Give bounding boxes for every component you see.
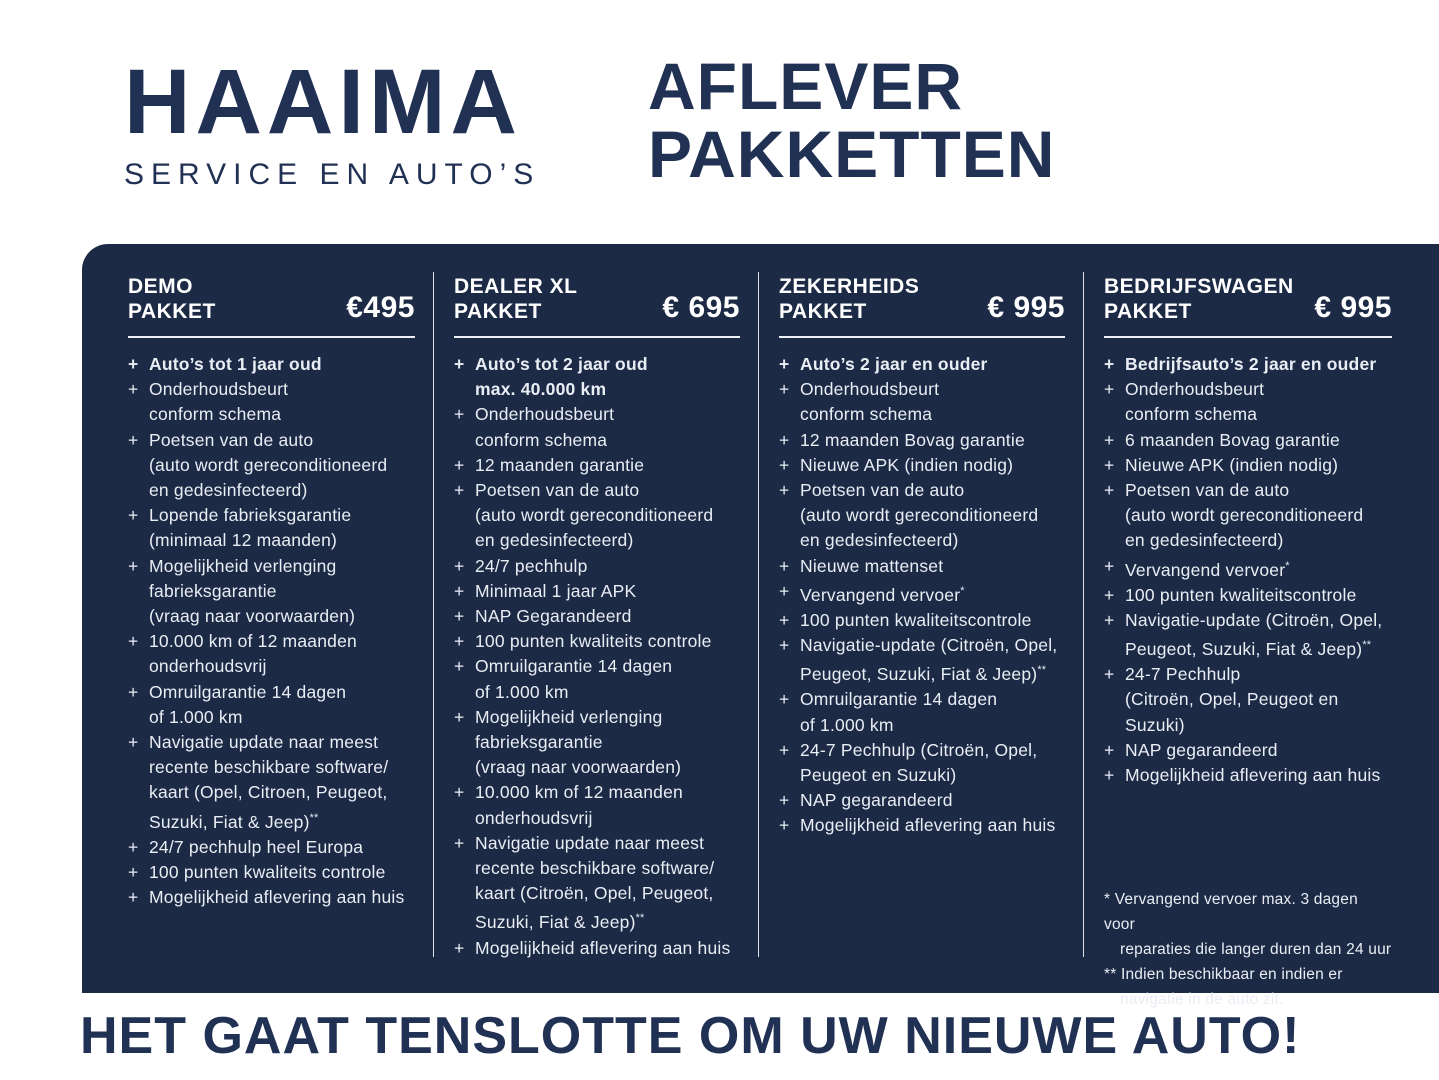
package-item-text: Mogelijkheid aflevering aan huis: [475, 937, 731, 958]
package-item-text: Navigatie update naar meest recente beschikbare software/ kaart (Citroën, Opel, Peugeot, Suzuki, Fiat & Jeep)**: [475, 832, 715, 933]
package-card: [1083, 272, 1439, 1009]
package-item: [454, 604, 740, 629]
logo-name: HAAIMA: [124, 51, 522, 153]
plus-icon: +: [454, 631, 465, 652]
package-item-text: Onderhoudsbeurt conform schema: [800, 379, 940, 425]
page-title: [648, 49, 1056, 191]
plus-icon: +: [779, 480, 790, 501]
package-item: [128, 730, 415, 835]
plus-icon: +: [454, 606, 465, 627]
package-item: [454, 831, 740, 936]
package-item: [454, 936, 740, 961]
plus-icon: +: [454, 580, 465, 601]
plus-icon: +: [128, 429, 139, 450]
plus-icon: +: [779, 429, 790, 450]
package-item: [779, 813, 1065, 838]
package-item: [454, 554, 740, 579]
package-item-text: NAP gegarandeerd: [1125, 739, 1278, 760]
package-item-text: Onderhoudsbeurt conform schema: [149, 379, 289, 425]
package-item: [454, 705, 740, 781]
package-name: ZEKERHEIDS PAKKET: [779, 275, 920, 323]
logo-tagline: SERVICE EN AUTO’S: [124, 158, 541, 191]
package-name: BEDRIJFSWAGEN PAKKET: [1104, 275, 1294, 323]
package-card: [433, 272, 758, 957]
plus-icon: +: [779, 739, 790, 760]
package-item: [128, 554, 415, 630]
footnote-line: reparaties die langer duren dan 24 uur: [1120, 941, 1392, 959]
plus-icon: +: [1104, 454, 1115, 475]
package-item-text: Poetsen van de auto (auto wordt gereconditioneerd en gedesinfecteerd): [1125, 480, 1364, 551]
plus-icon: +: [454, 354, 465, 374]
plus-icon: +: [779, 609, 790, 630]
package-price: € 695: [662, 291, 740, 324]
plus-icon: +: [1104, 764, 1115, 785]
package-header: [454, 274, 740, 324]
plus-icon: +: [779, 454, 790, 475]
plus-icon: +: [1104, 664, 1115, 685]
package-item: [779, 377, 1065, 427]
package-items: [128, 352, 415, 910]
package-item: [454, 579, 740, 604]
package-item-text: Omruilgarantie 14 dagen of 1.000 km: [149, 681, 347, 727]
package-item-text: 12 maanden Bovag garantie: [800, 429, 1025, 450]
plus-icon: +: [1104, 609, 1115, 630]
plus-icon: +: [1104, 379, 1115, 400]
package-item-text: Mogelijkheid aflevering aan huis: [1125, 764, 1381, 785]
package-item-text: Vervangend vervoer*: [1125, 559, 1290, 580]
package-item-text: Navigatie-update (Citroën, Opel, Peugeot, Suzuki, Fiat & Jeep)**: [1125, 609, 1383, 659]
plus-icon: +: [779, 580, 790, 601]
package-item-text: Mogelijkheid verlenging fabrieksgarantie (vraag naar voorwaarden): [475, 706, 682, 778]
package-item-text: Onderhoudsbeurt conform schema: [1125, 379, 1265, 425]
package-item: [1104, 554, 1392, 583]
footnote-line: ** Indien beschikbaar en indien er: [1104, 966, 1343, 984]
header-rule: [1104, 336, 1392, 338]
package-item: [128, 629, 415, 679]
footnote-line: navigatie in de auto zit.: [1120, 991, 1284, 1009]
plus-icon: +: [128, 861, 139, 882]
package-item-text: 12 maanden garantie: [475, 454, 645, 475]
plus-icon: +: [779, 555, 790, 576]
plus-icon: +: [454, 480, 465, 501]
plus-icon: +: [454, 454, 465, 475]
package-item: [1104, 738, 1392, 763]
package-items: [454, 352, 740, 961]
plus-icon: +: [454, 706, 465, 727]
packages-row: [82, 272, 1439, 1009]
plus-icon: +: [128, 555, 139, 576]
package-item: [1104, 428, 1392, 453]
footnotes: [1104, 887, 1392, 1012]
plus-icon: +: [454, 782, 465, 803]
package-item-text: 24/7 pechhulp: [475, 555, 588, 576]
package-price: € 995: [987, 291, 1065, 324]
header-rule: [779, 336, 1065, 338]
plus-icon: +: [128, 681, 139, 702]
package-item-text: Onderhoudsbeurt conform schema: [475, 404, 615, 450]
plus-icon: +: [128, 732, 139, 753]
package-item-text: Mogelijkheid aflevering aan huis: [149, 887, 405, 908]
package-item-text: 24/7 pechhulp heel Europa: [149, 836, 364, 857]
package-item: [454, 780, 740, 830]
package-item-text: 10.000 km of 12 maanden onderhoudsvrij: [149, 631, 357, 677]
package-item: [128, 860, 415, 885]
package-item-text: Mogelijkheid verlenging fabrieksgarantie (vraag naar voorwaarden): [149, 555, 356, 627]
package-item: [454, 478, 740, 554]
package-item-text: Minimaal 1 jaar APK: [475, 580, 637, 601]
package-price: € 995: [1314, 291, 1392, 324]
package-item-text: 100 punten kwaliteitscontrole: [1125, 584, 1357, 605]
package-item-text: 24-7 Pechhulp (Citroën, Opel, Peugeot en Suzuki): [1125, 664, 1339, 735]
plus-icon: +: [779, 790, 790, 811]
package-item: [128, 503, 415, 553]
package-name: DEMO PAKKET: [128, 275, 216, 323]
package-item-text: Navigatie update naar meest recente beschikbare software/ kaart (Opel, Citroen, Peugeot, Suzuki, Fiat & Jeep)**: [149, 732, 389, 832]
plus-icon: +: [454, 555, 465, 576]
package-item: [779, 428, 1065, 453]
plus-icon: +: [779, 354, 790, 374]
package-name: DEALER XL PAKKET: [454, 275, 578, 323]
package-card: [758, 272, 1083, 957]
package-items: [779, 352, 1065, 839]
logo: [124, 51, 541, 192]
package-item-text: Auto’s tot 2 jaar oud max. 40.000 km: [475, 354, 648, 400]
plus-icon: +: [779, 635, 790, 656]
package-item-text: Poetsen van de auto (auto wordt gereconditioneerd en gedesinfecteerd): [149, 429, 388, 501]
plus-icon: +: [1104, 354, 1115, 374]
package-item-text: 24-7 Pechhulp (Citroën, Opel, Peugeot en Suzuki): [800, 739, 1038, 785]
package-item: [1104, 608, 1392, 662]
package-item: [454, 352, 740, 402]
package-item: [1104, 453, 1392, 478]
package-item: [779, 788, 1065, 813]
package-item-text: Auto’s 2 jaar en ouder: [800, 354, 988, 374]
plus-icon: +: [779, 379, 790, 400]
plus-icon: +: [128, 505, 139, 526]
package-item: [454, 629, 740, 654]
package-item-text: NAP Gegarandeerd: [475, 606, 632, 627]
package-item: [779, 608, 1065, 633]
plus-icon: +: [454, 832, 465, 853]
package-item: [1104, 763, 1392, 788]
package-item-text: Auto’s tot 1 jaar oud: [149, 354, 322, 374]
package-item-text: Nieuwe mattenset: [800, 555, 944, 576]
page-title-line2: PAKKETTEN: [648, 117, 1056, 191]
package-item: [128, 680, 415, 730]
package-item: [779, 579, 1065, 608]
plus-icon: +: [128, 379, 139, 400]
plus-icon: +: [454, 937, 465, 958]
package-item: [779, 554, 1065, 579]
package-item-text: 10.000 km of 12 maanden onderhoudsvrij: [475, 782, 683, 828]
plus-icon: +: [1104, 584, 1115, 605]
plus-icon: +: [1104, 739, 1115, 760]
package-item: [779, 453, 1065, 478]
package-item: [779, 633, 1065, 687]
package-item-text: 100 punten kwaliteits controle: [149, 861, 386, 882]
header-rule: [128, 336, 415, 338]
header-rule: [454, 336, 740, 338]
plus-icon: +: [1104, 555, 1115, 576]
plus-icon: +: [779, 689, 790, 710]
package-item-text: Poetsen van de auto (auto wordt gereconditioneerd en gedesinfecteerd): [475, 480, 714, 551]
package-card: [82, 272, 433, 957]
package-item: [1104, 583, 1392, 608]
package-item: [454, 453, 740, 478]
package-item-text: Vervangend vervoer*: [800, 584, 965, 605]
package-item: [1104, 662, 1392, 738]
package-item: [128, 428, 415, 504]
package-item-text: Nieuwe APK (indien nodig): [1125, 454, 1339, 475]
package-item: [779, 478, 1065, 554]
package-item-text: Poetsen van de auto (auto wordt gereconditioneerd en gedesinfecteerd): [800, 480, 1039, 551]
footnote-line: * Vervangend vervoer max. 3 dagen voor: [1104, 891, 1358, 934]
package-item-text: 100 punten kwaliteitscontrole: [800, 609, 1032, 630]
package-items: [1104, 352, 1392, 788]
package-item-text: Navigatie-update (Citroën, Opel, Peugeot, Suzuki, Fiat & Jeep)**: [800, 635, 1058, 685]
package-item-text: 100 punten kwaliteits controle: [475, 631, 712, 652]
package-item-text: Mogelijkheid aflevering aan huis: [800, 815, 1056, 836]
package-header: [779, 274, 1065, 324]
package-item-text: NAP gegarandeerd: [800, 790, 953, 811]
plus-icon: +: [1104, 429, 1115, 450]
package-item: [1104, 478, 1392, 554]
package-item-text: Lopende fabrieksgarantie (minimaal 12 maanden): [149, 505, 352, 551]
package-item: [779, 738, 1065, 788]
page-title-line1: AFLEVER: [648, 49, 964, 123]
package-header: [1104, 274, 1392, 324]
package-item: [1104, 377, 1392, 427]
package-item: [128, 352, 415, 377]
package-item: [128, 377, 415, 427]
package-item: [779, 687, 1065, 737]
plus-icon: +: [779, 815, 790, 836]
plus-icon: +: [128, 836, 139, 857]
package-item-text: Omruilgarantie 14 dagen of 1.000 km: [800, 689, 998, 735]
packages-panel: [82, 244, 1439, 1009]
package-item-text: 6 maanden Bovag garantie: [1125, 429, 1340, 450]
plus-icon: +: [454, 656, 465, 677]
plus-icon: +: [128, 354, 139, 374]
package-item: [128, 885, 415, 910]
plus-icon: +: [128, 887, 139, 908]
plus-icon: +: [1104, 480, 1115, 501]
package-price: €495: [346, 291, 415, 324]
package-item: [1104, 352, 1392, 377]
package-item: [454, 402, 740, 452]
package-header: [128, 274, 415, 324]
plus-icon: +: [128, 631, 139, 652]
slogan: HET GAAT TENSLOTTE OM UW NIEUWE AUTO!: [80, 1007, 1301, 1065]
package-item: [454, 654, 740, 704]
plus-icon: +: [454, 404, 465, 425]
package-item: [128, 835, 415, 860]
package-item: [779, 352, 1065, 377]
package-item-text: Omruilgarantie 14 dagen of 1.000 km: [475, 656, 673, 702]
package-item-text: Nieuwe APK (indien nodig): [800, 454, 1014, 475]
package-item-text: Bedrijfsauto’s 2 jaar en ouder: [1125, 354, 1377, 374]
